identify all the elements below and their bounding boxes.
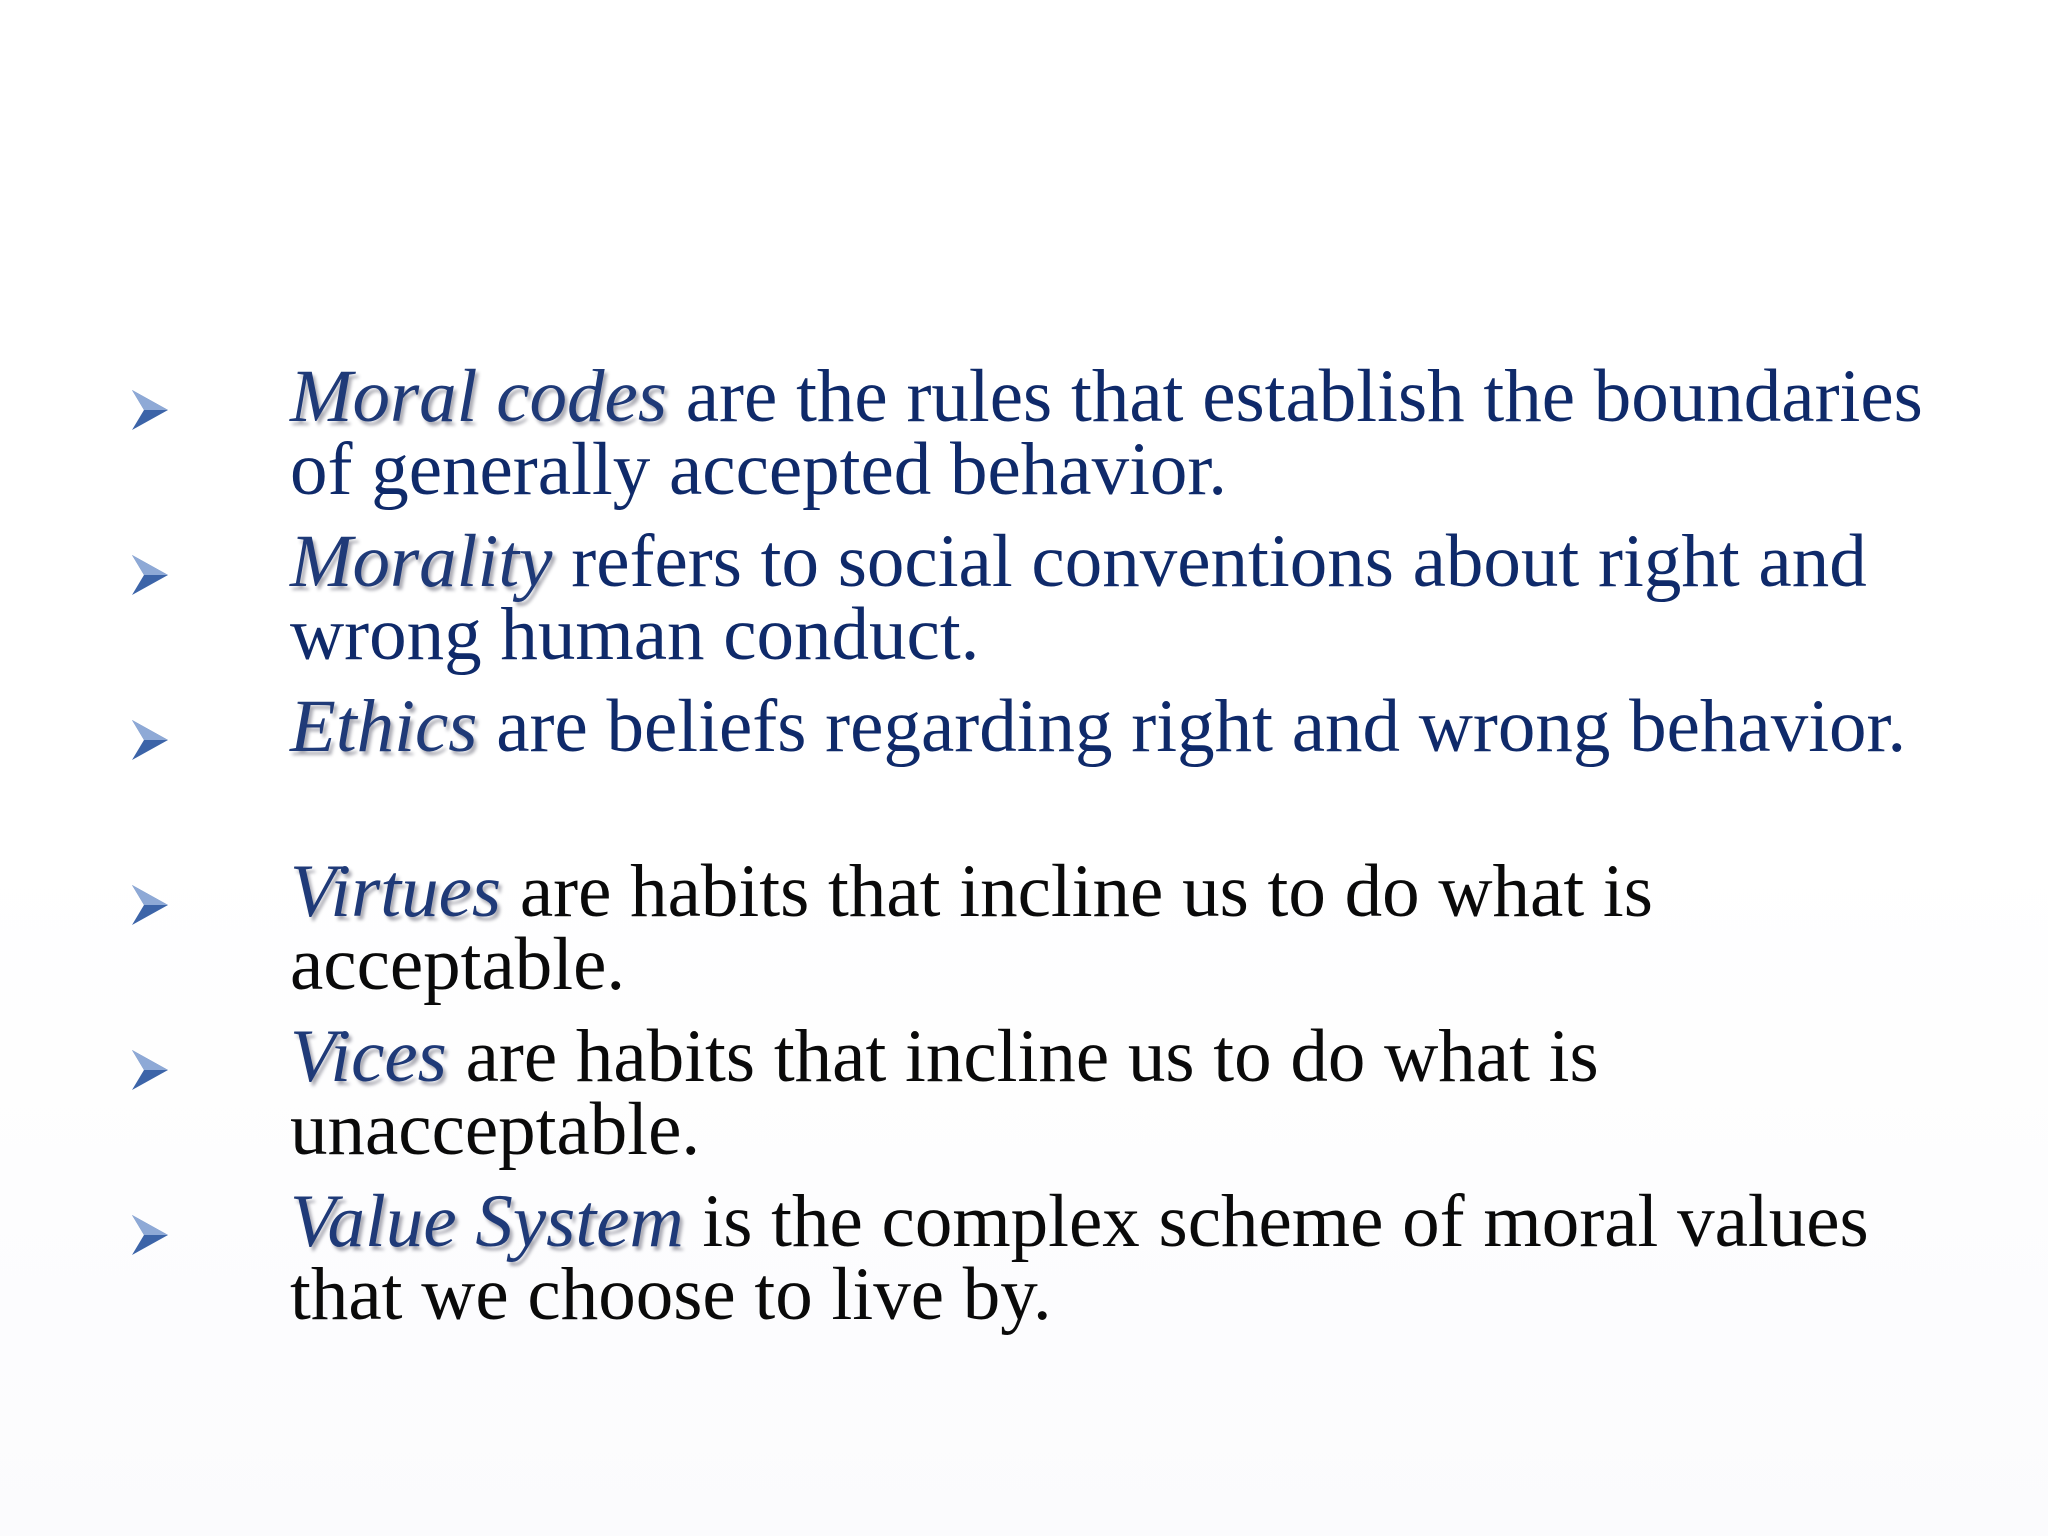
term: Vices	[290, 1015, 447, 1098]
list-item	[0, 1015, 2048, 1185]
term: Ethics	[290, 685, 478, 768]
arrowhead-bullet-icon	[128, 1046, 172, 1094]
term: Morality	[290, 520, 553, 603]
definition: is the complex scheme of moral values that we choose to live by.	[290, 1180, 1869, 1336]
term: Value System	[290, 1180, 684, 1263]
definition: are beliefs regarding right and wrong behavior.	[477, 685, 1907, 768]
arrowhead-bullet-icon	[128, 881, 172, 929]
definitions-list	[0, 355, 2048, 1350]
definition: are habits that incline us to do what is acceptable.	[290, 850, 1653, 1006]
definition-text	[290, 850, 1930, 1006]
list-item	[0, 1180, 2048, 1350]
definition-text	[290, 1015, 1930, 1171]
term: Virtues	[290, 850, 502, 933]
arrowhead-bullet-icon	[128, 551, 172, 599]
definition: refers to social conventions about right and wrong human conduct.	[290, 520, 1867, 676]
term: Moral codes	[290, 355, 668, 438]
list-item	[0, 850, 2048, 1020]
definition: are the rules that establish the boundaries of generally accepted behavior.	[290, 355, 1923, 511]
definition-text	[290, 355, 1930, 511]
definition: are habits that incline us to do what is unacceptable.	[290, 1015, 1599, 1171]
list-item	[0, 355, 2048, 525]
definition-text	[290, 1180, 1930, 1336]
arrowhead-bullet-icon	[128, 1211, 172, 1259]
arrowhead-bullet-icon	[128, 716, 172, 764]
definition-text	[290, 685, 1930, 768]
list-item	[0, 520, 2048, 690]
definition-text	[290, 520, 1930, 676]
arrowhead-bullet-icon	[128, 386, 172, 434]
list-item	[0, 685, 2048, 855]
